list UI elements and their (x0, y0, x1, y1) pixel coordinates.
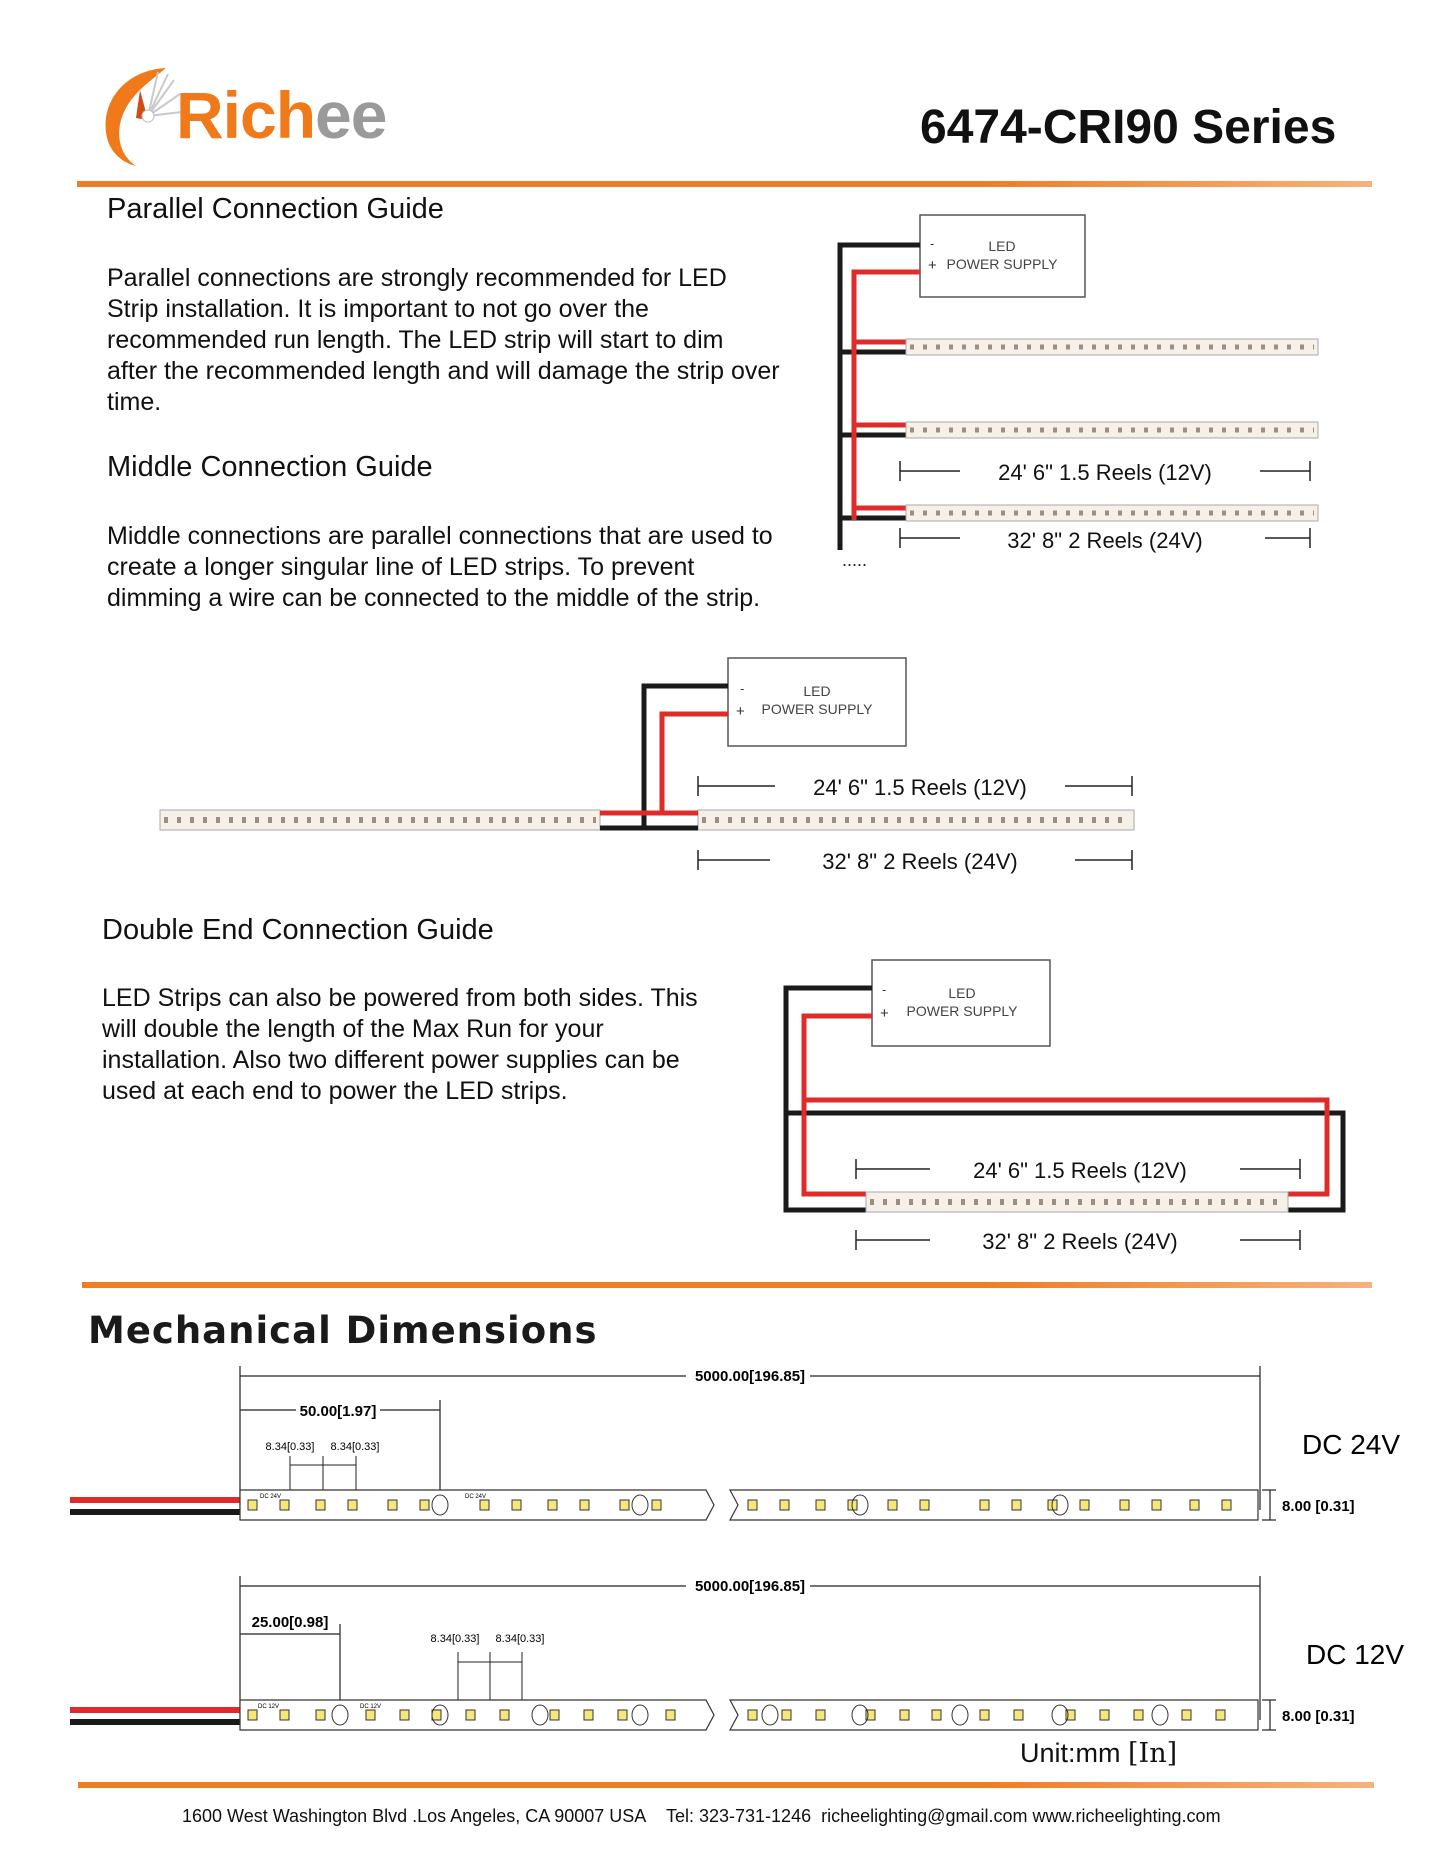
logo-text-accent: ee (315, 78, 387, 152)
voltage-label-24v: DC 24V (1302, 1429, 1401, 1460)
psu-plus: + (736, 703, 745, 720)
series-title: 6474-CRI90 Series (920, 101, 1337, 154)
led-strip (698, 810, 1134, 830)
footer-address: 1600 West Washington Blvd .Los Angeles, CA 90007 USA (182, 1806, 647, 1826)
middle-line: dimming a wire can be connected to the middle of the strip. (107, 584, 761, 612)
double-heading: Double End Connection Guide (102, 914, 494, 946)
pad-label: DC 24V (465, 1494, 487, 1500)
parallel-paragraph (107, 263, 827, 418)
psu-label-1: LED (948, 985, 976, 1001)
led-strip (906, 339, 1318, 355)
run-length-12v: 24' 6" 1.5 Reels (12V) (813, 775, 1027, 800)
voltage-label-12v: DC 12V (1306, 1639, 1405, 1670)
psu-minus: - (740, 681, 745, 696)
parallel-line: Strip installation. It is important to not go over the (107, 295, 649, 323)
logo (96, 60, 516, 170)
middle-paragraph (107, 521, 827, 614)
parallel-line: time. (107, 388, 162, 416)
width-label: 8.00 [0.31] (1282, 1498, 1355, 1515)
parallel-diagram (820, 200, 1340, 570)
parallel-line: recommended run length. The LED strip will start to dim (107, 326, 724, 354)
pitch-label-a: 8.34[0.33] (430, 1633, 480, 1645)
psu-label-2: POWER SUPPLY (761, 701, 873, 717)
double-paragraph (102, 983, 762, 1107)
cut-length-label: 50.00[1.97] (299, 1403, 377, 1420)
footer-email[interactable]: richeelighting@gmail.com (821, 1806, 1028, 1826)
footer (182, 1806, 1221, 1827)
pitch-label-b: 8.34[0.33] (330, 1441, 380, 1453)
double-line: installation. Also two different power supplies can be (102, 1046, 680, 1074)
led-strip (160, 810, 600, 830)
double-line: LED Strips can also be powered from both sides. This (102, 984, 698, 1012)
double-end-diagram (770, 950, 1360, 1270)
continuation-dots: ..... (842, 550, 868, 570)
psu-plus: + (880, 1005, 889, 1022)
middle-line: Middle connections are parallel connections that are used to (107, 522, 773, 550)
dc12-drawing (70, 1570, 1405, 1735)
total-length-label: 5000.00[196.85] (694, 1368, 806, 1385)
pad-label: DC 12V (258, 1704, 280, 1710)
footer-website[interactable]: www.richeelighting.com (1032, 1806, 1221, 1826)
psu-label-2: POWER SUPPLY (906, 1003, 1018, 1019)
pitch-dimension (458, 1652, 522, 1700)
cut-length-dimension (240, 1624, 340, 1700)
power-supply-box (920, 215, 1085, 297)
psu-minus: - (882, 982, 887, 997)
parallel-heading: Parallel Connection Guide (107, 193, 444, 225)
pitch-label-b: 8.34[0.33] (495, 1633, 545, 1645)
logo-swoosh-icon (96, 60, 186, 170)
parallel-line: Parallel connections are strongly recommended for LED (107, 264, 727, 292)
unit-label (1020, 1738, 1177, 1769)
led-strip (906, 422, 1318, 438)
logo-text-main: Rich (176, 78, 316, 152)
dc24-drawing (70, 1360, 1401, 1550)
double-line: will double the length of the Max Run for your (102, 1015, 604, 1043)
run-length-12v: 24' 6" 1.5 Reels (12V) (973, 1158, 1187, 1183)
unit-mm: Unit:mm (1020, 1738, 1121, 1768)
footer-divider (78, 1782, 1374, 1788)
total-length-dimension (240, 1576, 1260, 1720)
psu-label-1: LED (988, 238, 1016, 254)
led-strip (866, 1192, 1288, 1212)
width-dimension (1262, 1700, 1276, 1730)
pad-label: DC 12V (360, 1704, 382, 1710)
run-length-12v: 24' 6" 1.5 Reels (12V) (998, 460, 1212, 485)
width-label: 8.00 [0.31] (1282, 1708, 1355, 1725)
psu-label-1: LED (803, 683, 831, 699)
power-supply-box (728, 658, 906, 746)
psu-minus: - (930, 236, 935, 251)
middle-heading: Middle Connection Guide (107, 451, 433, 483)
pitch-dimension (290, 1456, 356, 1490)
header-divider (77, 181, 1372, 187)
wire-red (854, 272, 920, 520)
footer-tel: Tel: 323-731-1246 (665, 1806, 812, 1826)
double-line: used at each end to power the LED strips. (102, 1077, 568, 1105)
wire-red (600, 714, 728, 814)
psu-label-2: POWER SUPPLY (946, 256, 1058, 272)
total-length-label: 5000.00[196.85] (694, 1578, 806, 1595)
cut-length-label: 25.00[0.98] (251, 1614, 329, 1631)
unit-in: [In] (1128, 1738, 1178, 1769)
middle-line: create a longer singular line of LED strips. To prevent (107, 553, 695, 581)
psu-plus: + (928, 257, 937, 274)
pitch-label-a: 8.34[0.33] (265, 1441, 315, 1453)
power-supply-box (872, 960, 1050, 1046)
total-length-dimension (240, 1366, 1260, 1510)
parallel-line: after the recommended length and will damage the strip over (107, 357, 780, 385)
mechanical-title: Mechanical Dimensions (88, 1309, 598, 1352)
run-length-24v: 32' 8" 2 Reels (24V) (982, 1229, 1178, 1254)
pad-label: DC 24V (260, 1494, 282, 1500)
run-length-24v: 32' 8" 2 Reels (24V) (822, 849, 1018, 874)
width-dimension (1262, 1490, 1276, 1520)
section-divider (82, 1282, 1372, 1288)
led-strip (906, 505, 1318, 521)
middle-diagram (150, 650, 1150, 880)
run-length-24v: 32' 8" 2 Reels (24V) (1007, 528, 1203, 553)
